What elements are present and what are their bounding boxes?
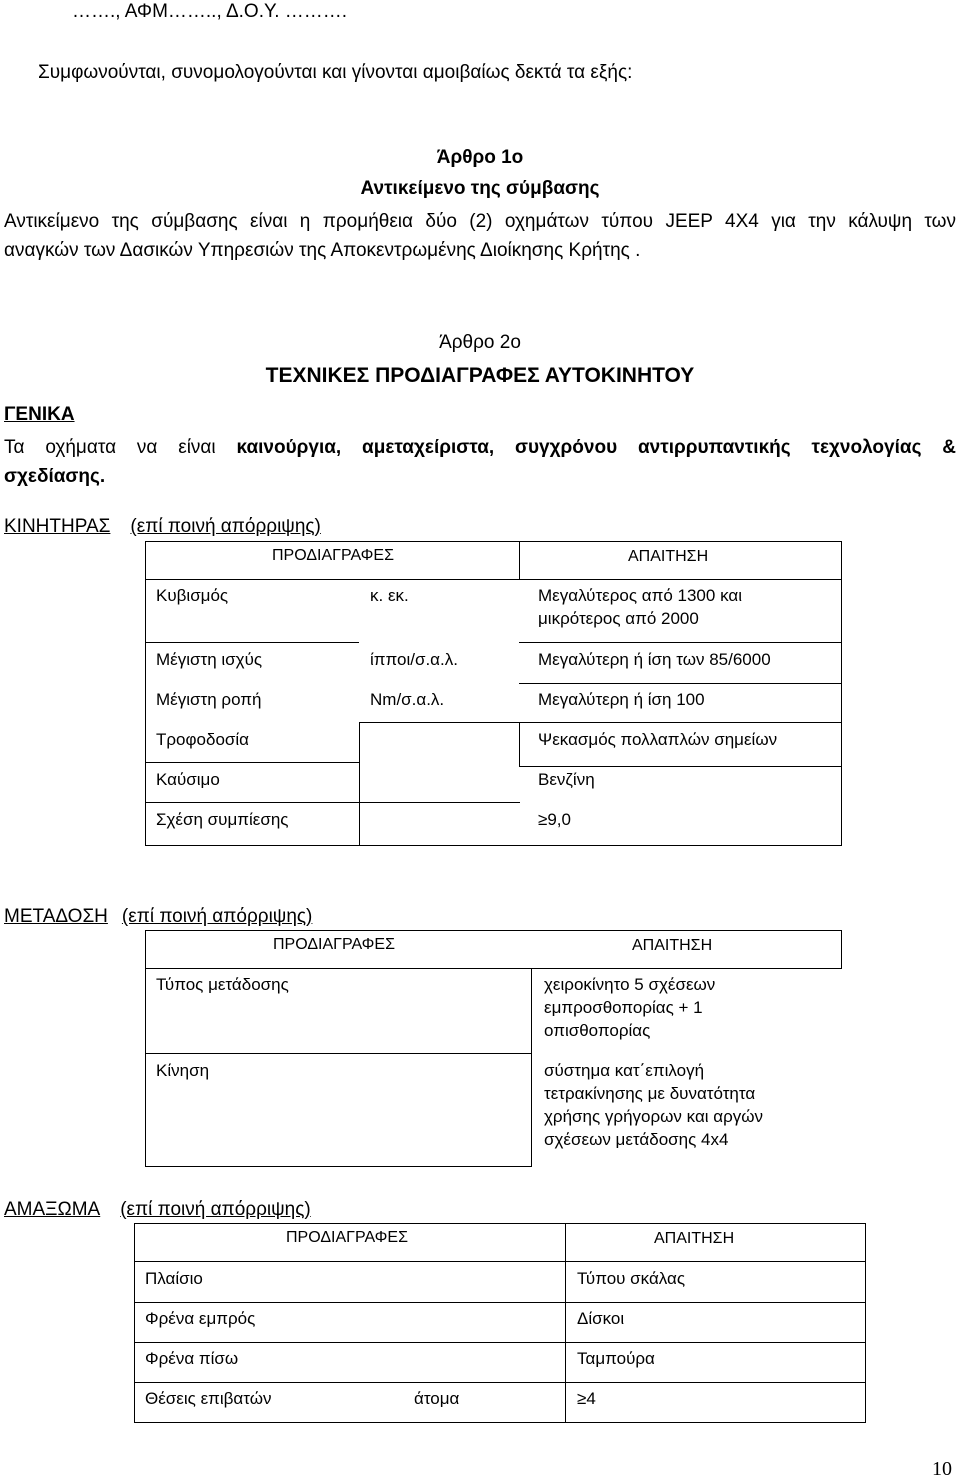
transmission-col-req: ΑΠΑΙΤΗΣΗ [632, 937, 713, 954]
general-heading: ΓΕΝΙΚΑ [4, 404, 75, 425]
engine-row-req: Μεγαλύτερος από 1300 και μικρότερος από 2000 [538, 586, 742, 628]
body-row-spec: Θέσεις επιβατών [145, 1389, 272, 1408]
engine-row-spec: Κυβισμός [156, 586, 229, 605]
body-row-spec: Φρένα εμπρός [145, 1309, 256, 1328]
transmission-heading [4, 906, 312, 928]
body-note: (επί ποινή απόρριψης) [120, 1199, 311, 1220]
engine-row-req: Μεγαλύτερη ή ίση 100 [538, 690, 705, 709]
engine-row-req: ≥9,0 [538, 810, 571, 829]
engine-row-req: Μεγαλύτερη ή ίση των 85/6000 [538, 650, 771, 669]
intro-text: Συμφωνούνται, συνομολογούνται και γίνονται αμοιβαίως δεκτά τα εξής: [38, 62, 633, 83]
body-row-spec: Φρένα πίσω [145, 1349, 239, 1368]
general-bold-line2: σχεδίασης. [4, 466, 106, 487]
transmission-note: (επί ποινή απόρριψης) [121, 906, 313, 927]
transmission-row-req: χειροκίνητο 5 σχέσεων εμπροσθοπορίας + 1 οπισθοπορίας [544, 975, 716, 1040]
engine-row-req: Ψεκασμός πολλαπλών σημείων [538, 730, 778, 749]
transmission-heading-label: ΜΕΤΑΔΟΣΗ [4, 906, 108, 927]
general-line1 [4, 433, 956, 462]
transmission-col-specs: ΠΡΟΔΙΑΓΡΑΦΕΣ [273, 936, 395, 953]
engine-row-unit: ίπποι/σ.α.λ. [370, 650, 458, 669]
general-bold-line1: καινούργια, αμεταχείριστα, συγχρόνου αντιρρυπαντικής τεχνολογίας & [236, 437, 957, 458]
engine-row-spec: Καύσιμο [156, 770, 220, 789]
engine-heading-label: ΚΙΝΗΤΗΡΑΣ [4, 516, 111, 537]
engine-row-spec: Μέγιστη ισχύς [156, 650, 263, 669]
article2-title: Άρθρο 2ο [439, 332, 521, 353]
engine-row-spec: Μέγιστη ροπή [156, 690, 262, 709]
body-row-req: Τύπου σκάλας [577, 1269, 686, 1288]
body-row-req: Δίσκοι [577, 1309, 625, 1328]
body-col-specs: ΠΡΟΔΙΑΓΡΑΦΕΣ [286, 1229, 408, 1246]
engine-col-specs: ΠΡΟΔΙΑΓΡΑΦΕΣ [272, 547, 394, 564]
body-heading [4, 1199, 311, 1221]
transmission-row-spec: Τύπος μετάδοσης [156, 975, 289, 994]
body-col-req: ΑΠΑΙΤΗΣΗ [654, 1230, 735, 1247]
engine-heading [4, 516, 321, 538]
general-prefix: Τα οχήματα να είναι [4, 437, 237, 458]
article1-subtitle: Αντικείμενο της σύμβασης [360, 178, 600, 199]
article1-line2: αναγκών των Δασικών Υπηρεσιών της Αποκεντρωμένης Διοίκησης Κρήτης . [4, 240, 641, 261]
header-line: ……., ΑΦΜ…….., Δ.Ο.Υ. ………. [72, 1, 348, 22]
engine-row-req: Βενζίνη [538, 770, 595, 789]
engine-row-unit: Nm/σ.α.λ. [370, 690, 445, 709]
article1-title: Άρθρο 1ο [436, 147, 524, 168]
article2-subtitle: ΤΕΧΝΙΚΕΣ ΠΡΟΔΙΑΓΡΑΦΕΣ ΑΥΤΟΚΙΝΗΤΟΥ [265, 364, 695, 387]
engine-note: (επί ποινή απόρριψης) [130, 516, 321, 537]
body-row-req: ≥4 [577, 1389, 596, 1408]
body-row-unit: άτομα [414, 1389, 460, 1408]
engine-row-spec: Τροφοδοσία [156, 730, 250, 749]
transmission-row-req: σύστημα κατ΄επιλογή τετρακίνησης με δυνατότητα χρήσης γρήγορων και αργών σχέσεων μετάδοσης 4x4 [544, 1061, 764, 1149]
transmission-row-spec: Κίνηση [156, 1061, 210, 1080]
engine-row-unit: κ. εκ. [370, 586, 409, 605]
engine-row-spec: Σχέση συμπίεσης [156, 810, 289, 829]
body-row-spec: Πλαίσιο [145, 1269, 203, 1288]
body-row-req: Ταμπούρα [577, 1349, 655, 1368]
article1-line1: Αντικείμενο της σύμβασης είναι η προμήθεια δύο (2) οχημάτων τύπου JEEP 4X4 για την κάλυψη των [4, 211, 956, 232]
page-number: 10 [932, 1458, 952, 1480]
body-heading-label: ΑΜΑΞΩΜΑ [4, 1199, 101, 1220]
engine-col-req: ΑΠΑΙΤΗΣΗ [628, 548, 709, 565]
